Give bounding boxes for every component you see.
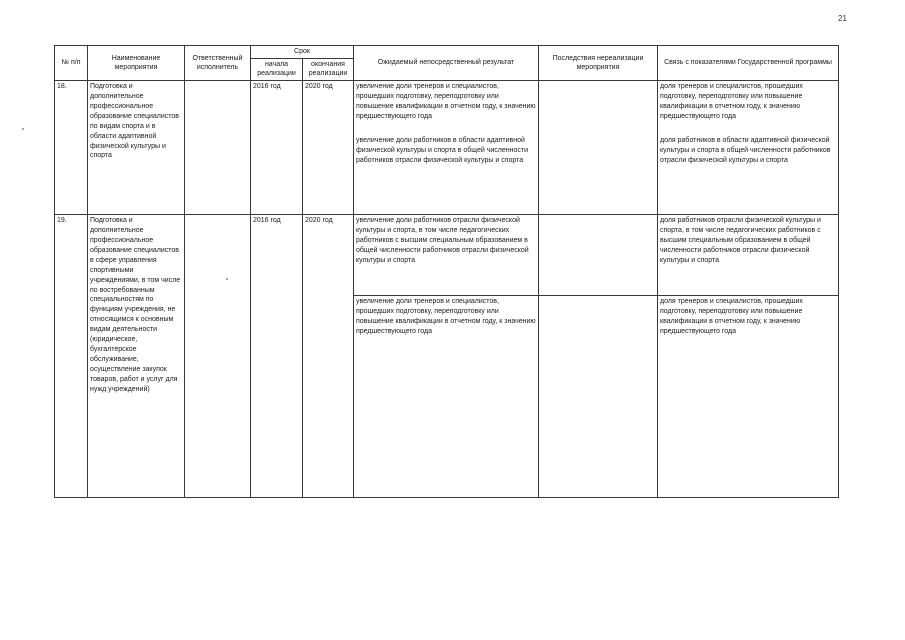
row-responsible bbox=[185, 80, 251, 214]
row-num: 19. bbox=[55, 214, 88, 497]
row-results bbox=[354, 80, 539, 214]
row-responsible bbox=[185, 214, 251, 497]
header-end: окончания реализации bbox=[303, 59, 354, 81]
row-num: 18. bbox=[55, 80, 88, 214]
row-result: увеличение доли работников отрасли физической культуры и спорта, в том числе педагогических работников с высшим специальным образованием в общей численности работников отрасли физической культуры и спорта bbox=[354, 214, 539, 295]
header-responsible: Ответственный исполнитель bbox=[185, 46, 251, 81]
page-number: 21 bbox=[838, 14, 847, 23]
scan-speck bbox=[22, 128, 24, 130]
row-links bbox=[658, 80, 839, 214]
header-name: Наименование мероприятия bbox=[88, 46, 185, 81]
link-item: доля тренеров и специалистов, прошедших подготовку, переподготовку или повышение квалификации в отчетном году, к значению предшествующего года bbox=[660, 82, 803, 120]
result-item: увеличение доли тренеров и специалистов, прошедших подготовку, переподготовку или повышение квалификации в отчетном году, к значению предшествующего года bbox=[356, 82, 536, 120]
header-row bbox=[55, 46, 839, 59]
row-consequences bbox=[539, 80, 658, 214]
row-end: 2020 год bbox=[303, 214, 354, 497]
header-start: начала реализации bbox=[251, 59, 303, 81]
row-consequences-empty bbox=[539, 296, 658, 498]
scan-speck bbox=[226, 278, 228, 280]
row-name: Подготовка и дополнительное профессиональное образование специалистов по видам спорта и в области адаптивной физической культуры и спорта bbox=[88, 80, 185, 214]
header-link: Связь с показателями Государственной программы bbox=[658, 46, 839, 81]
table-row bbox=[55, 214, 839, 295]
row-name: Подготовка и дополнительное профессиональное образование специалистов в сфере управления спортивными учреждениями, в том числе по востребованным специальностям по функциям учреждения, не относящимся к основным видам деятельности (юридическое, бухгалтерское обслуживание, осуществление закупок товаров, работ и услуг для нужд учреждений) bbox=[88, 214, 185, 497]
header-srok: Срок bbox=[251, 46, 354, 59]
link-item: доля работников в области адаптивной физической культуры и спорта в общей численности работников отрасли физической культуры и спорта bbox=[660, 136, 831, 164]
row-start: 2016 год bbox=[251, 214, 303, 497]
header-num: № п/п bbox=[55, 46, 88, 81]
row-start: 2016 год bbox=[251, 80, 303, 214]
row-end: 2020 год bbox=[303, 80, 354, 214]
header-consequences: Последствия нереализации мероприятия bbox=[539, 46, 658, 81]
row-consequences bbox=[539, 214, 658, 295]
result-item: увеличение доли работников в области адаптивной физической культуры и спорта в общей численности работников отрасли физической культуры и спорта bbox=[356, 136, 528, 164]
row-link: доля работников отрасли физической культуры и спорта, в том числе педагогических работников с высшим специальным образованием в общей численности работников отрасли физической культуры и спорта bbox=[658, 214, 839, 295]
measures-table bbox=[54, 45, 839, 498]
row-link: доля тренеров и специалистов, прошедших подготовку, переподготовку или повышение квалификации в отчетном году, к значению предшествующего года bbox=[658, 296, 839, 498]
row-result: увеличение доли тренеров и специалистов, прошедших подготовку, переподготовку или повышение квалификации в отчетном году, к значению предшествующего года bbox=[354, 296, 539, 498]
table-row bbox=[55, 80, 839, 214]
header-result: Ожидаемый непосредственный результат bbox=[354, 46, 539, 81]
